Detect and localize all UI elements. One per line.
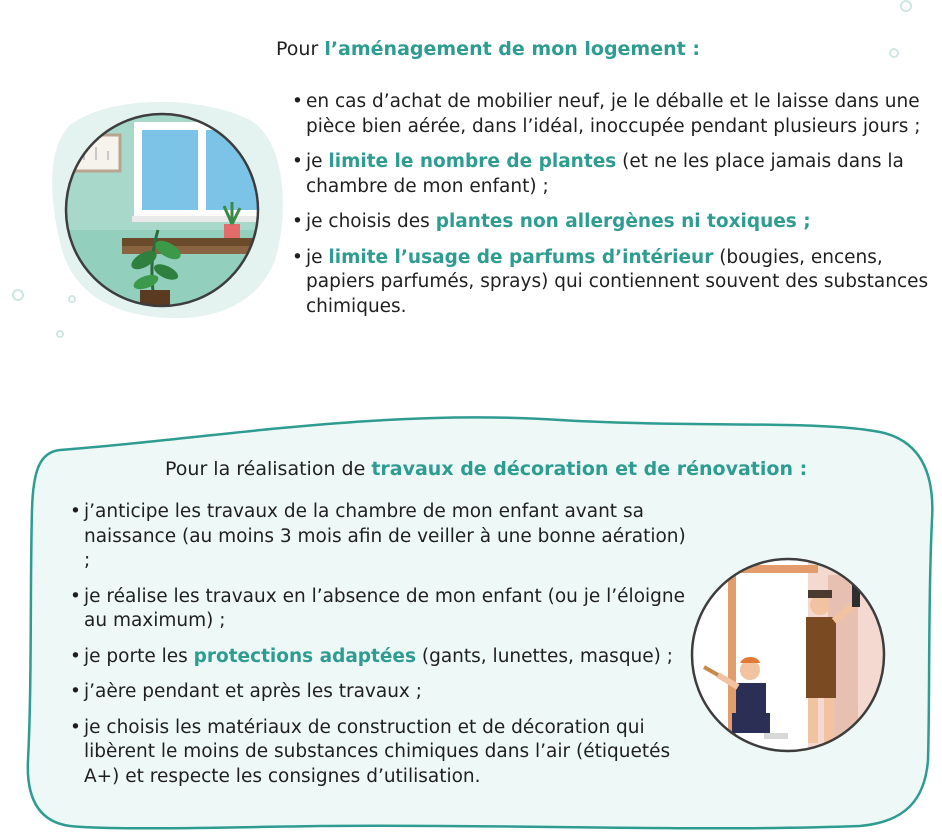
item-text: je (306, 151, 329, 172)
painting-workers-illustration (688, 555, 888, 755)
item-text: je choisis les matériaux de construction et de décoration qui libèrent le moins de substances chimiques dans l’air (étiquetés A+) et respecte les consignes d’utilisation. (84, 716, 671, 787)
section2-title-highlight: travaux de décoration et de rénovation : (371, 458, 808, 480)
item-highlight: limite le nombre de plantes (328, 151, 617, 172)
bubble-decor (901, 1, 911, 11)
item-text: j’aère pendant et après les travaux ; (84, 681, 422, 702)
bubble-decor (57, 331, 63, 337)
item-text: (bougies, encens, papiers parfumés, sprays) qui contiennent souvent des substances chimiques. (306, 246, 929, 317)
room-window-plants-illustration (62, 110, 262, 310)
list-item (292, 210, 932, 235)
item-highlight: plantes non allergènes ni toxiques ; (435, 211, 811, 232)
section2-title-prefix: Pour la réalisation de (165, 458, 372, 480)
item-highlight: limite l’usage de parfums d’intérieur (328, 246, 714, 268)
item-text: je porte les (84, 645, 194, 667)
list-item (292, 150, 932, 199)
item-text: (gants, lunettes, masque) ; (416, 645, 673, 667)
list-item (70, 500, 690, 574)
section2-title (165, 458, 807, 480)
bubble-decor (13, 290, 23, 300)
bubble-decor (890, 49, 898, 57)
list-item (70, 645, 690, 670)
list-item (70, 680, 690, 705)
item-text: en cas d’achat de mobilier neuf, je le déballe et le laisse dans une pièce bien aérée, dans l’idéal, inoccupée pendant plusieurs jours ; (306, 91, 921, 137)
item-text: je (306, 246, 329, 268)
housing-tips-list (292, 90, 932, 330)
list-item (70, 716, 690, 790)
section1-title (276, 38, 700, 60)
item-text: je choisis des (306, 211, 436, 232)
section1-title-highlight: l’aménagement de mon logement : (324, 38, 700, 60)
list-item (70, 585, 690, 634)
renovation-tips-list (70, 500, 690, 800)
list-item (292, 246, 932, 320)
section1-title-prefix: Pour (276, 38, 325, 60)
item-highlight: protections adaptées (193, 645, 416, 667)
list-item (292, 90, 932, 139)
item-text: j’anticipe les travaux de la chambre de mon enfant avant sa naissance (au moins 3 mois afin de veiller à une bonne aération) ; (84, 501, 686, 571)
item-text: (et ne les place jamais dans la chambre de mon enfant) ; (306, 151, 904, 197)
item-text: je réalise les travaux en l’absence de mon enfant (ou je l’éloigne au maximum) ; (84, 585, 686, 631)
